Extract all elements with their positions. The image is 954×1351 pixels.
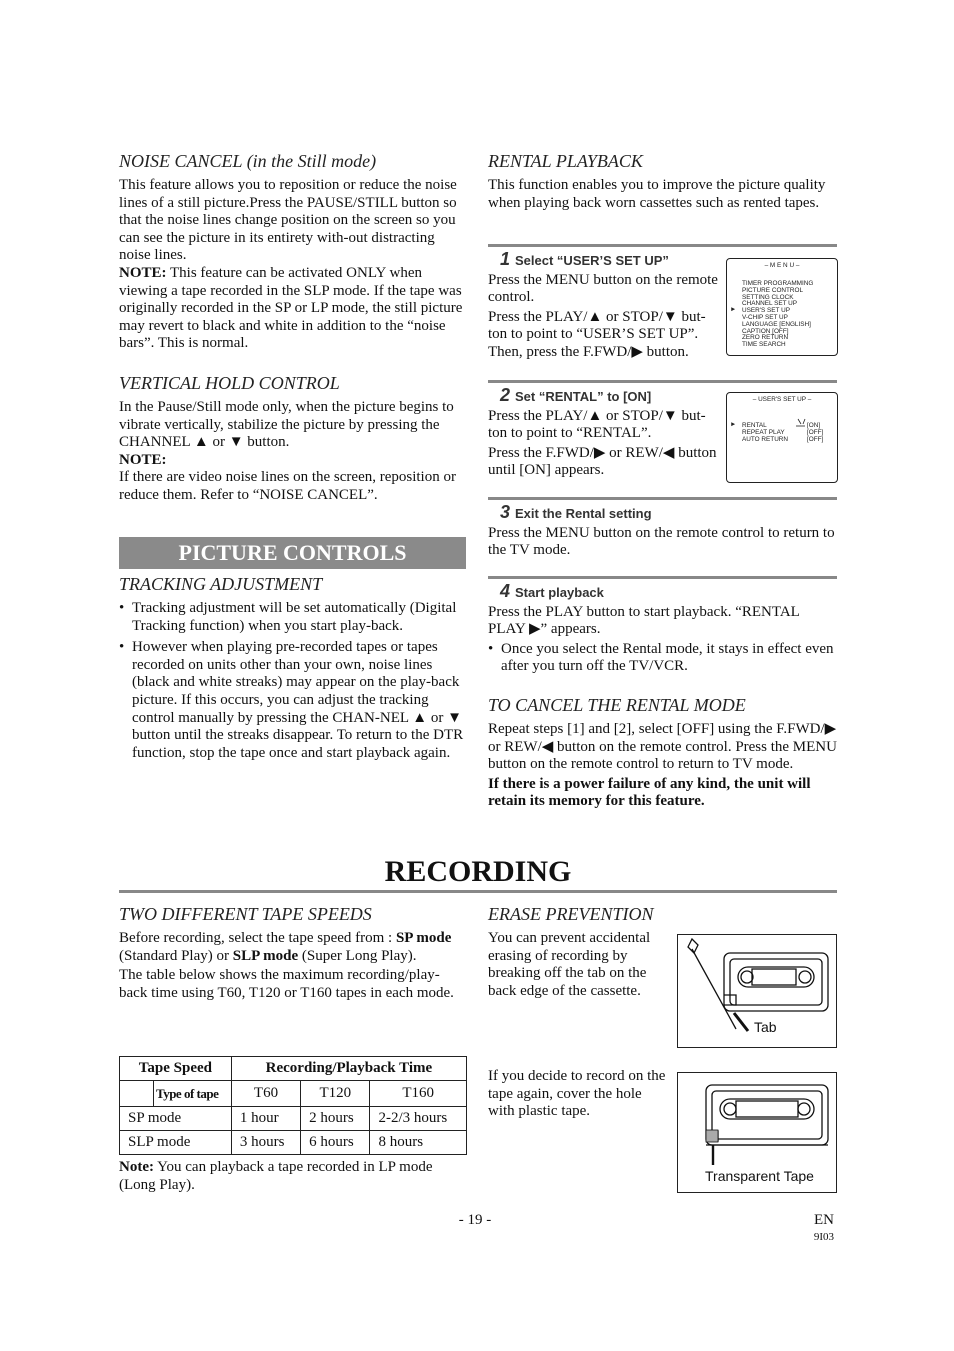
text: (Super Long Play). xyxy=(298,947,417,964)
highlight-burst-icon xyxy=(793,417,809,437)
text: SP mode xyxy=(395,930,452,946)
vertical-note-text: If there are video noise lines on the screen, reposition or reduce them. Refer to “NOISE CANCEL”. xyxy=(119,469,456,503)
language-code: EN xyxy=(814,1212,834,1228)
note-text: This feature can be activated ONLY when viewing a tape recorded in the SLP mode. If the tape was originally recorded in the SP or LP mode, the still picture may revert to black and white in addition to the “noise bars”. This is normal. xyxy=(119,264,463,352)
menu-item: CHANNEL SET UP xyxy=(742,300,798,308)
setup-osd xyxy=(726,392,838,483)
page-number: - 19 - xyxy=(458,1212,492,1228)
setup-value: [OFF] xyxy=(807,428,824,436)
step-2 xyxy=(488,387,720,480)
tape-speeds-note xyxy=(119,1159,466,1194)
note-label: Note: xyxy=(119,1159,154,1175)
menu-item: LANGUAGE [ENGLISH] xyxy=(742,320,811,328)
setup-osd-values xyxy=(807,423,823,443)
note-text: You can playback a tape recorded in LP mode (Long Play). xyxy=(119,1159,433,1193)
erase-prevention-section xyxy=(488,903,837,925)
step-2-line-2: Press the F.FWD/▶ or REW/◀ button until [ON] appears. xyxy=(488,444,717,479)
step-3-label: Exit the Rental setting xyxy=(515,506,652,521)
table-cell: 3 hours xyxy=(231,1131,300,1155)
tape-speeds-section xyxy=(119,903,466,1002)
transparent-tape-label: Transparent Tape xyxy=(705,1168,814,1184)
menu-osd xyxy=(726,258,838,356)
setup-item: REPEAT PLAY xyxy=(742,428,785,436)
step-4 xyxy=(488,583,837,680)
menu-item: ZERO RETURN xyxy=(742,334,789,342)
menu-item: SETTING CLOCK xyxy=(742,293,794,301)
step-4-bullet: • Once you select the Rental mode, it stays in effect even after you turn off the TV/VCR. xyxy=(488,641,837,676)
step-1-number: 1 xyxy=(500,249,511,269)
cancel-rental-section xyxy=(488,694,837,811)
table-header-speed: Tape Speed xyxy=(120,1057,232,1081)
setup-osd-pointer: ► xyxy=(730,421,737,428)
step-1-rule xyxy=(488,244,837,247)
menu-item: TIMER PROGRAMMING xyxy=(742,280,814,287)
menu-item: CAPTION [OFF] xyxy=(742,327,789,335)
tracking-section xyxy=(119,573,466,766)
tape-speeds-p2: The table below shows the maximum recording/play-back time using T60, T120 or T160 tapes in each mode. xyxy=(119,967,454,1001)
table-col-t60: T60 xyxy=(231,1081,300,1107)
vertical-hold-body: In the Pause/Still mode only, when the picture begins to vibrate vertically, stabilize the picture by pressing the CHANNEL ▲ or ▼ button. xyxy=(119,398,454,451)
picture-controls-banner: PICTURE CONTROLS xyxy=(119,537,466,569)
noise-cancel-heading: NOISE CANCEL (in the Still mode) xyxy=(119,151,377,171)
text: SLP mode xyxy=(232,947,299,964)
tape-time-table xyxy=(119,1056,467,1155)
cancel-rental-body: Repeat steps [1] and [2], select [OFF] using the F.FWD/▶ or REW/◀ button on the remote control. Press the MENU button on the remote control to return to TV mode. xyxy=(488,721,837,773)
step-2-title xyxy=(488,387,720,406)
vertical-hold-heading: VERTICAL HOLD CONTROL xyxy=(119,372,340,393)
tracking-bullet-2: • However when playing pre-recorded tapes or tapes recorded on units other than your own, noise lines (black and white streaks) may appear on the play-back picture. If this occurs, you can adjust the tracking control manually by pressing the CHAN-NEL ▲ or ▼ button until the streaks disappear. To return to the DTR function, stop the tape once and start playback again. xyxy=(119,639,466,762)
table-cell: SLP mode xyxy=(120,1131,232,1155)
rental-heading: RENTAL PLAYBACK xyxy=(488,151,643,171)
table-col-t120: T120 xyxy=(301,1081,370,1107)
step-4-line-1: Press the PLAY button to start playback. “RENTAL PLAY ▶” appears. xyxy=(488,603,800,638)
table-cell: SP mode xyxy=(120,1107,232,1131)
menu-osd-pointer: ► xyxy=(730,306,737,313)
table-col-t160: T160 xyxy=(370,1081,467,1107)
menu-osd-title: – M E N U – xyxy=(764,262,800,269)
cancel-rental-bold: If there is a power failure of any kind, the unit will retain its memory for this feature. xyxy=(488,775,811,810)
table-row xyxy=(120,1107,467,1131)
table-cell: 6 hours xyxy=(301,1131,370,1155)
text: Before recording, select the tape speed from : xyxy=(119,930,396,946)
step-1 xyxy=(488,251,720,362)
step-3-rule xyxy=(488,497,837,500)
step-1-line-1: Press the MENU button on the remote control. xyxy=(488,271,718,306)
step-2-number: 2 xyxy=(500,385,511,405)
noise-cancel-body: This feature allows you to reposition or reduce the noise lines of a still picture.Press the PAUSE/STILL button so that the noise lines change position on the screen so you can see the picture in its entirety with-out distracting noise lines. xyxy=(119,177,457,264)
erase-p2: If you decide to record on the tape again, cover the hole with plastic tape. xyxy=(488,1068,666,1120)
recording-title: RECORDING xyxy=(384,855,572,888)
tracking-heading: TRACKING ADJUSTMENT xyxy=(119,574,323,594)
rental-intro: This function enables you to improve the picture quality when playing back worn cassettes such as rented tapes. xyxy=(488,177,826,211)
setup-value: [ON] xyxy=(807,422,821,429)
table-row xyxy=(120,1131,467,1155)
step-3-line-1: Press the MENU button on the remote control to return to the TV mode. xyxy=(488,524,835,559)
setup-item: AUTO RETURN xyxy=(742,435,789,443)
step-2-rule xyxy=(488,380,837,383)
doc-code: 9I03 xyxy=(813,1231,834,1243)
step-4-list xyxy=(488,641,837,676)
cancel-rental-heading: TO CANCEL THE RENTAL MODE xyxy=(488,695,746,715)
setup-osd-items xyxy=(742,423,788,443)
setup-value: [OFF] xyxy=(807,435,824,443)
tracking-list xyxy=(119,600,466,762)
step-3-title xyxy=(488,504,837,523)
erase-p1: You can prevent accidental erasing of recording by breaking off the tab on the back edge of the cassette. xyxy=(488,930,651,999)
table-cell: 2 hours xyxy=(301,1107,370,1131)
step-1-title xyxy=(488,251,720,270)
step-1-label: Select “USER’S SET UP” xyxy=(515,253,669,268)
step-4-label: Start playback xyxy=(515,585,604,600)
vertical-note-label: NOTE: xyxy=(119,451,167,468)
tab-label: Tab xyxy=(754,1019,777,1035)
table-cell: 1 hour xyxy=(231,1107,300,1131)
step-3-number: 3 xyxy=(500,502,511,522)
step-2-line-1: Press the PLAY/▲ or STOP/▼ but-ton to point to “RENTAL”. xyxy=(488,407,706,442)
text: (Standard Play) or xyxy=(119,947,233,964)
step-1-line-2: Press the PLAY/▲ or STOP/▼ but-ton to point to “USER’S SET UP”. Then, press the F.FWD/▶ button. xyxy=(488,308,706,360)
noise-cancel-note xyxy=(119,265,466,353)
setup-item: RENTAL xyxy=(742,422,767,429)
step-4-number: 4 xyxy=(500,581,511,601)
step-2-label: Set “RENTAL” to [ON] xyxy=(515,389,652,404)
menu-item: USER'S SET UP xyxy=(742,307,790,315)
recording-rule xyxy=(119,890,837,893)
table-subheader-cell xyxy=(120,1081,232,1107)
type-of-tape-label: Type of tape xyxy=(156,1086,219,1101)
menu-item: PICTURE CONTROL xyxy=(742,286,804,294)
tape-speeds-p1 xyxy=(119,930,466,965)
step-3 xyxy=(488,504,837,560)
step-4-title xyxy=(488,583,837,602)
table-header-time: Recording/Playback Time xyxy=(231,1057,466,1081)
table-cell: 2-2/3 hours xyxy=(370,1107,467,1131)
tape-speeds-heading: TWO DIFFERENT TAPE SPEEDS xyxy=(119,904,372,924)
menu-item: TIME SEARCH xyxy=(742,341,786,349)
note-label: NOTE: xyxy=(119,264,167,281)
left-column xyxy=(119,150,466,505)
rental-section xyxy=(488,150,837,212)
setup-osd-title: – USER'S SET UP – xyxy=(752,396,812,403)
menu-osd-list xyxy=(742,281,813,349)
tracking-bullet-1: • Tracking adjustment will be set automatically (Digital Tracking function) when you start play-back. xyxy=(119,600,466,635)
erase-prevention-heading: ERASE PREVENTION xyxy=(488,904,654,924)
step-4-rule xyxy=(488,576,837,579)
table-cell: 8 hours xyxy=(370,1131,467,1155)
menu-item: V-CHIP SET UP xyxy=(742,313,788,321)
